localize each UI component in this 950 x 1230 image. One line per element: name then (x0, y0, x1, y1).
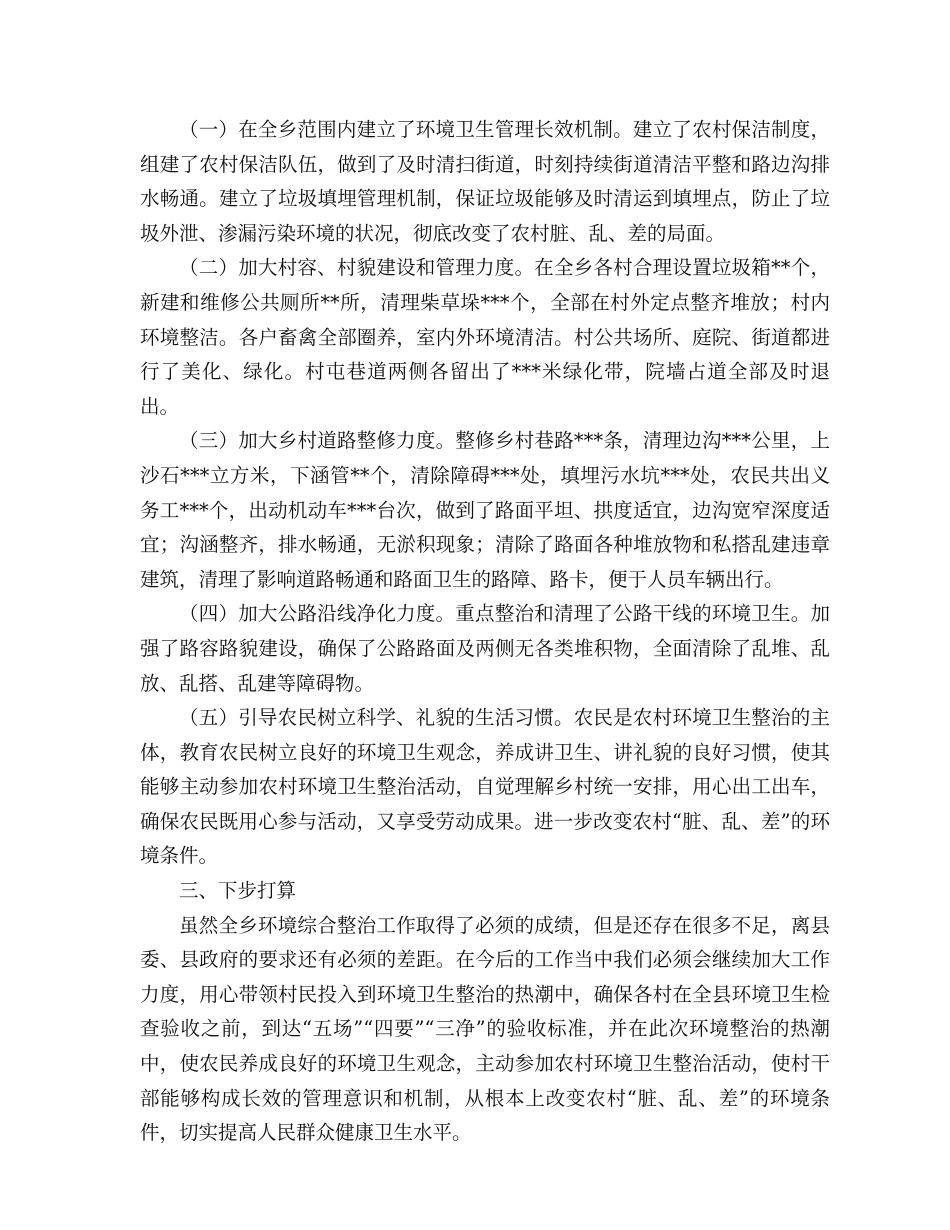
paragraph-3: （三）加大乡村道路整修力度。整修乡村巷路***条，清理边沟***公里，上沙石***立方米，下涵管**个，清除障碍***处，填埋污水坑***处，农民共出义务工***个，出动机动车***台次，做到了路面平坦、拱度适宜，边沟宽窄深度适宜；沟涵整齐，排水畅通，无淤积现象；清除了路面各种堆放物和私搭乱建违章建筑，清理了影响道路畅通和路面卫生的路障、路卡，便于人员车辆出行。 (140, 429, 830, 591)
paragraph-1: （一）在全乡范围内建立了环境卫生管理长效机制。建立了农村保洁制度，组建了农村保洁队伍，做到了及时清扫街道，时刻持续街道清洁平整和路边沟排水畅通。建立了垃圾填埋管理机制，保证垃圾能够及时清运到填埋点，防止了垃圾外泄、渗漏污染环境的状况，彻底改变了农村脏、乱、差的局面。 (140, 118, 830, 245)
document-body (140, 113, 830, 1151)
closing-paragraph: 虽然全乡环境综合整治工作取得了必须的成绩，但是还存在很多不足，离县委、县政府的要求还有必须的差距。在今后的工作当中我们必须会继续加大工作力度，用心带领村民投入到环境卫生整治的热潮中，确保各村在全县环境卫生检查验收之前，到达“五场”“四要”“三净”的验收标准，并在此次环境整治的热潮中，使农民养成良好的环境卫生观念，主动参加农村环境卫生整治活动，使村干部能够构成长效的管理意识和机制，从根本上改变农村“脏、乱、差”的环境条件，切实提高人民群众健康卫生水平。 (140, 913, 830, 1145)
paragraph-4: （四）加大公路沿线净化力度。重点整治和清理了公路干线的环境卫生。加强了路容路貌建设，确保了公路路面及两侧无各类堆积物，全面清除了乱堆、乱放、乱搭、乱建等障碍物。 (140, 602, 830, 695)
paragraph-2: （二）加大村容、村貌建设和管理力度。在全乡各村合理设置垃圾箱**个，新建和维修公共厕所**所，清理柴草垛***个，全部在村外定点整齐堆放；村内环境整洁。各户畜禽全部圈养，室内外环境清洁。村公共场所、庭院、街道都进行了美化、绿化。村屯巷道两侧各留出了***米绿化带，院墙占道全部及时退出。 (140, 256, 830, 418)
section-heading: 三、下步打算 (179, 879, 297, 903)
paragraph-5: （五）引导农民树立科学、礼貌的生活习惯。农民是农村环境卫生整治的主体，教育农民树立良好的环境卫生观念，养成讲卫生、讲礼貌的良好习惯，使其能够主动参加农村环境卫生整治活动，自觉理解乡村统一安排，用心出工出车，确保农民既用心参与活动，又享受劳动成果。进一步改变农村“脏、乱、差”的环境条件。 (140, 706, 830, 868)
